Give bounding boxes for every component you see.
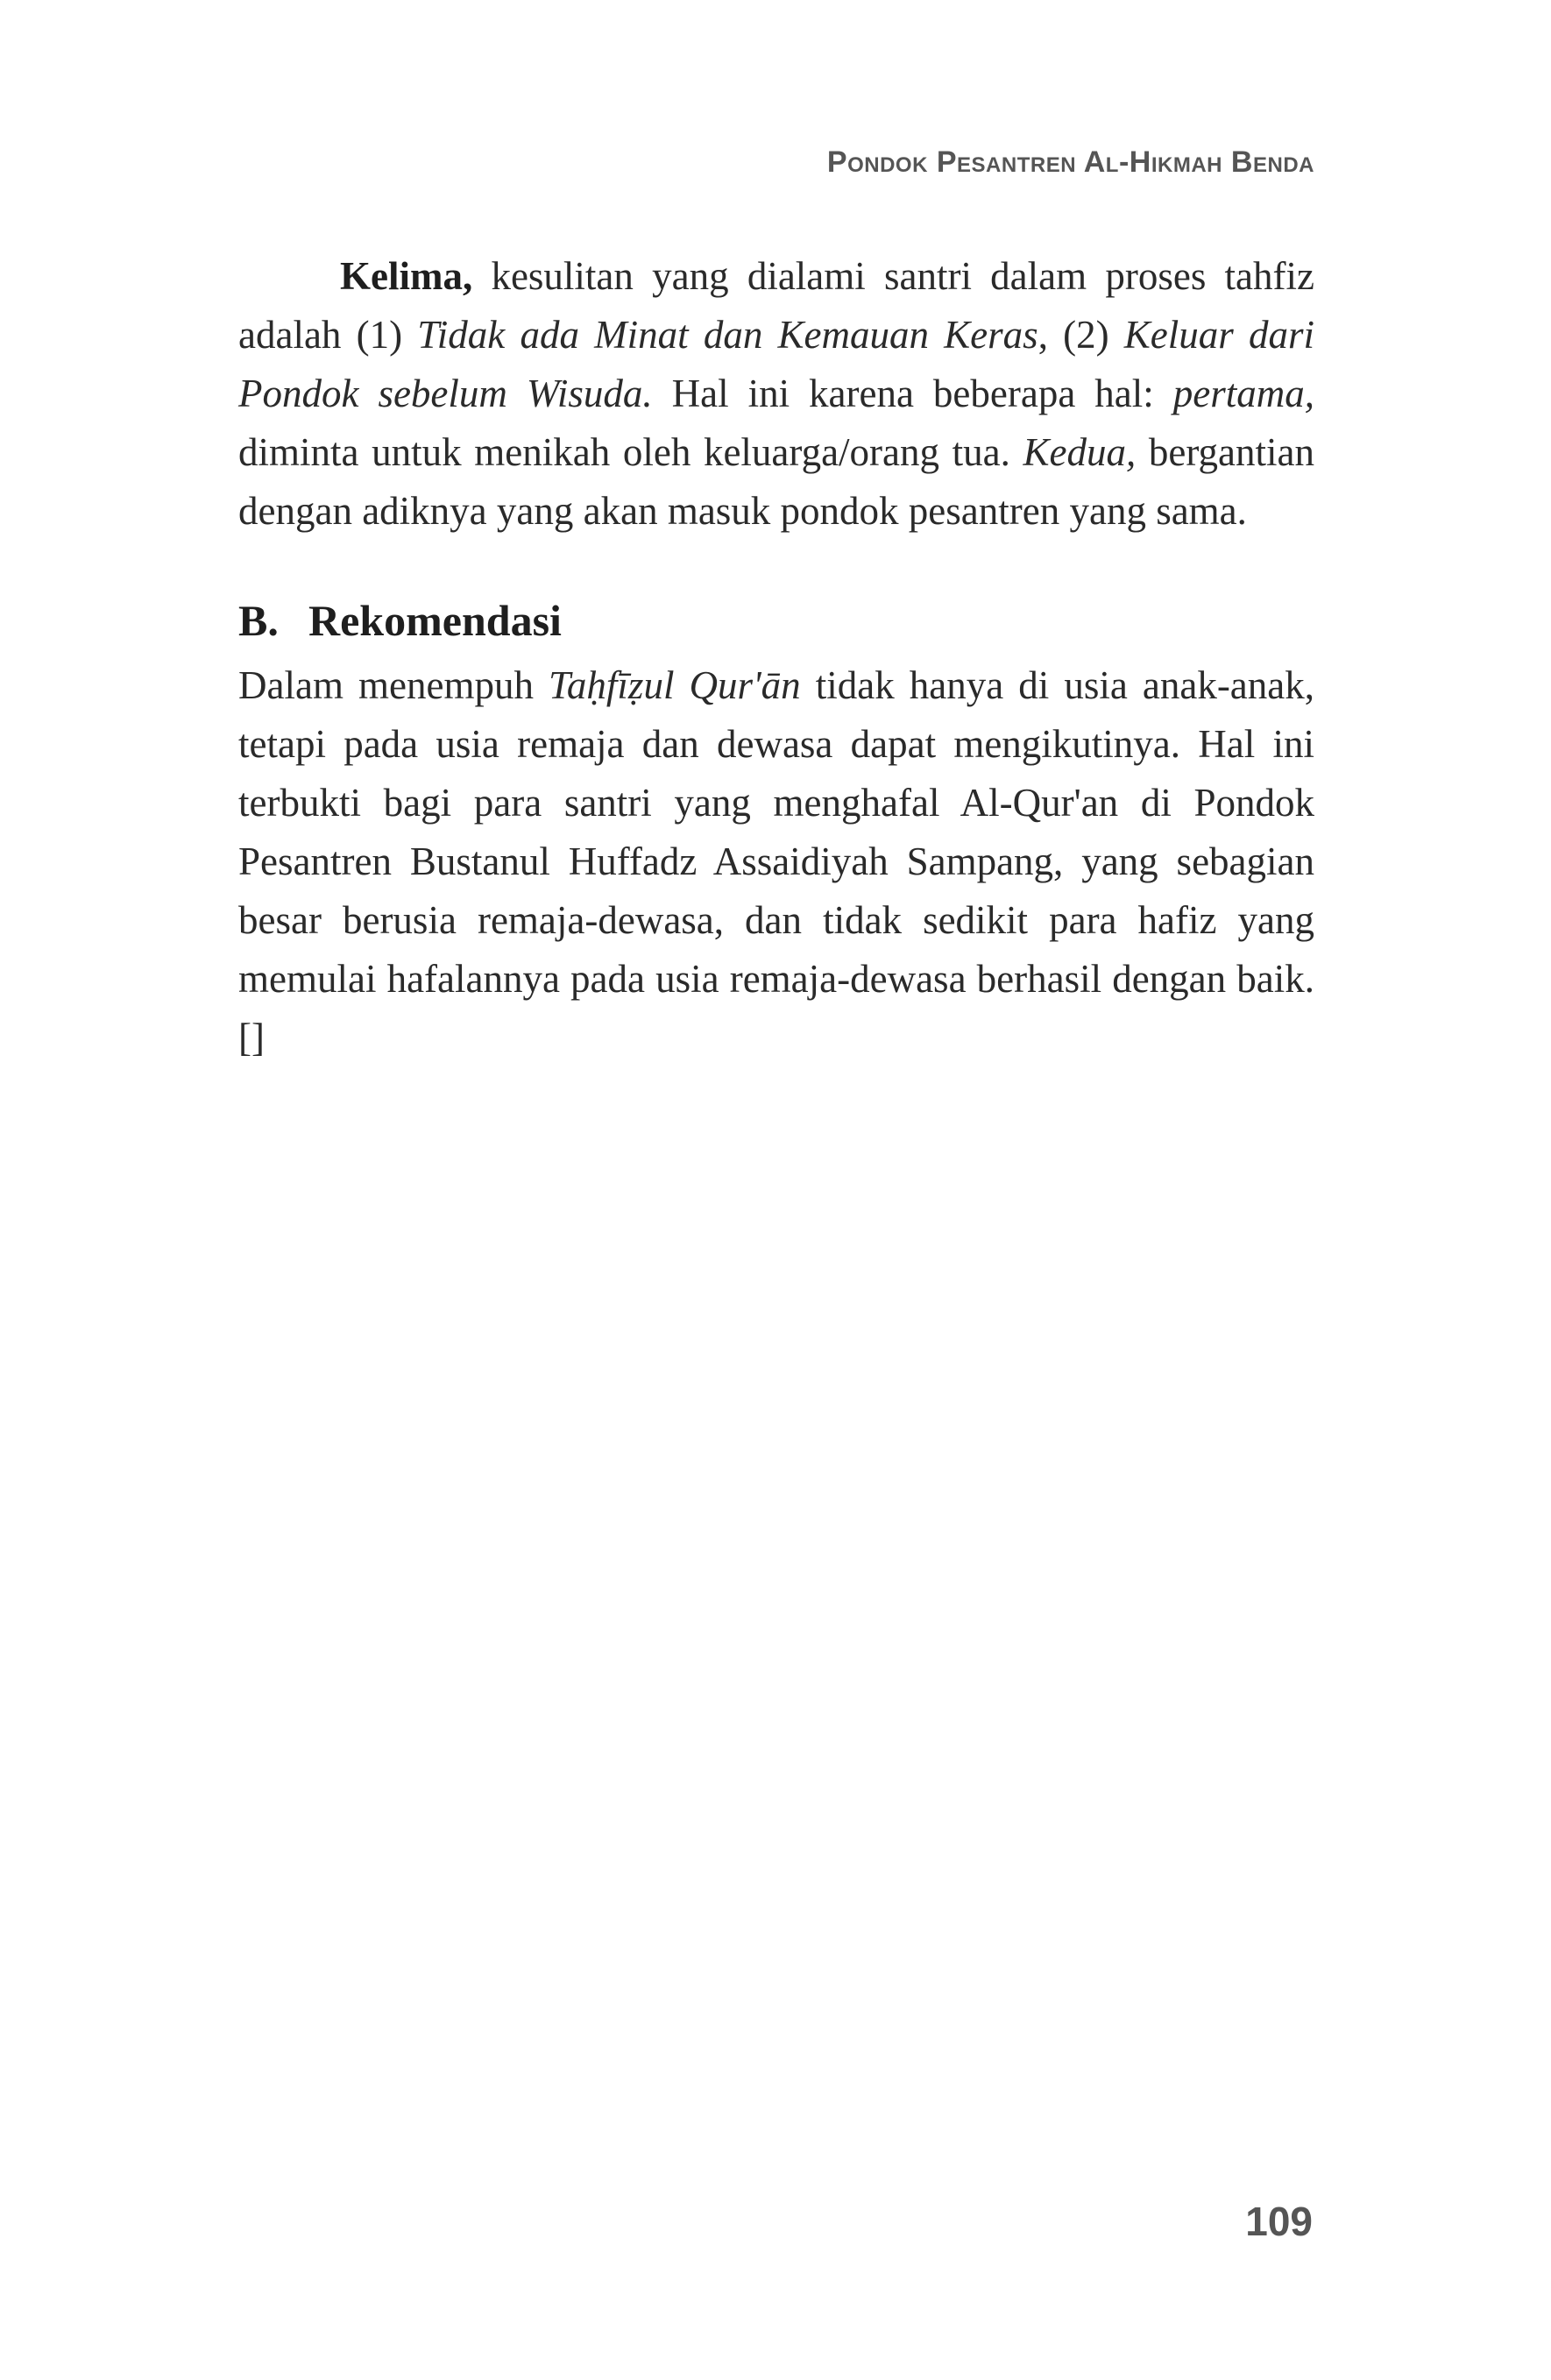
paragraph-kelima — [238, 247, 1314, 541]
paragraph-text: Hal ini karena beberapa hal: — [652, 372, 1173, 415]
paragraph-text: , (2) — [1038, 313, 1124, 357]
paragraph-text: kesulitan yang dialami santri dalam proses tahfiz adalah (1) — [238, 254, 1314, 357]
paragraph-italic: Kedua, — [1023, 430, 1137, 474]
paragraph-italic: Tidak ada Minat dan Kemauan Keras — [417, 313, 1038, 357]
paragraph-text: diminta untuk menikah oleh keluarga/orang tua. — [238, 430, 1023, 474]
section-title: Rekomendasi — [308, 596, 562, 645]
paragraph-text: tidak hanya di usia anak-anak, tetapi pada usia remaja dan dewasa dapat mengikutinya. Hal ini terbukti bagi para santri yang menghafal Al-Qur'an di Pondok Pesantren Bustanul Huffadz Assaidiyah Sampang, yang sebagian besar berusia remaja-dewasa, dan tidak sedikit para hafiz yang memulai hafalannya pada usia remaja-dewasa berhasil dengan baik.[] — [238, 663, 1315, 1059]
paragraph-italic: Taḥfīẓul Qur'ān — [549, 663, 801, 707]
paragraph-italic: Keluar dari Pondok sebelum Wisuda. — [238, 313, 1314, 415]
section-number: B. — [238, 596, 279, 645]
paragraph-rekomendasi — [238, 656, 1314, 1067]
paragraph-text: Dalam menempuh — [238, 663, 549, 707]
paragraph-lead: Kelima, — [340, 254, 473, 298]
page-content — [238, 247, 1314, 1067]
running-header: Pondok Pesantren Al-Hikmah Benda — [826, 145, 1314, 179]
paragraph-text: bergantian dengan adiknya yang akan masuk pondok pesantren yang sama. — [238, 430, 1314, 533]
page-number: 109 — [1245, 2199, 1313, 2244]
section-heading — [238, 590, 1314, 651]
paragraph-italic: pertama, — [1172, 372, 1314, 415]
